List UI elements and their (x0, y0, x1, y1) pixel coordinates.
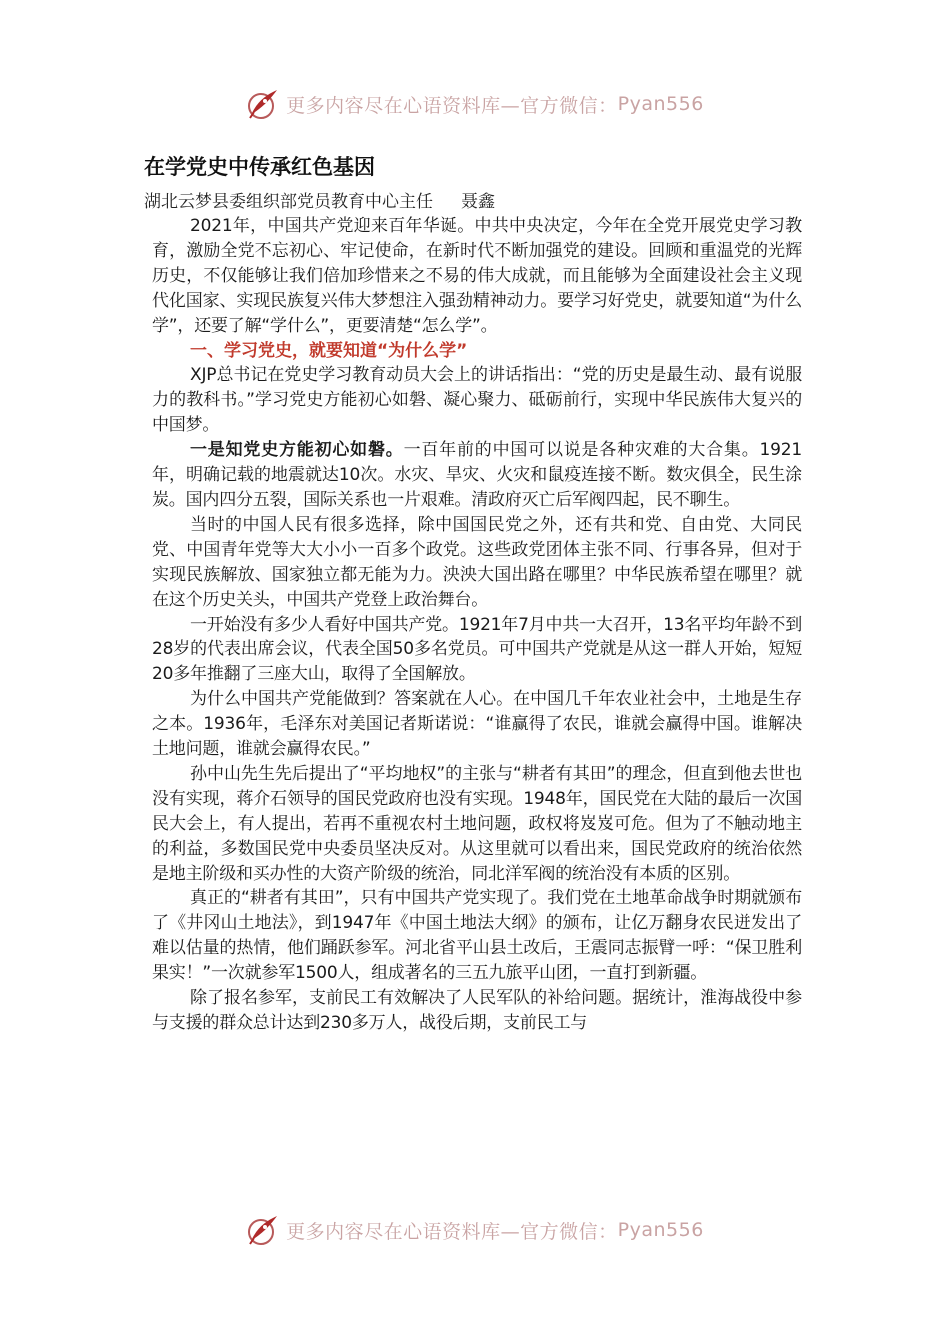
banner-wechat-id: Pyan556 (617, 1219, 704, 1241)
paragraph-text: 除了报名参军，支前民工有效解决了人民军队的补给问题。据统计，淮海战役中参与支援的群众总计达到230多万人，战役后期，支前民工与 (152, 988, 802, 1033)
paragraph-text: 为什么中国共产党能做到？答案就在人心。在中国几千年农业社会中，土地是生存之本。1936年，毛泽东对美国记者斯诺说：“谁赢得了农民，谁就会赢得中国。谁解决土地问题，谁就会赢得农民。” (152, 689, 802, 760)
quill-logo-icon (246, 1213, 280, 1247)
paragraph (152, 762, 802, 887)
section-heading (152, 339, 802, 364)
paragraph-text: 一百年前的中国可以说是各种灾难的大合集。1921年，明确记载的地震就达10次。水灾、旱灾、火灾和鼠疫连接不断。数灾俱全，民生涂炭。国内四分五裂，国际关系也一片艰难。清政府灭亡后军阀四起，民不聊生。 (152, 440, 802, 510)
paragraph-text: XJP总书记在党史学习教育动员大会上的讲话指出：“党的历史是最生动、最有说服力的教科书。”学习党史方能初心如磐、凝心聚力、砥砺前行，实现中华民族伟大复兴的中国梦。 (152, 365, 802, 436)
banner-text: 更多内容尽在心语资料库—官方微信： (286, 94, 618, 117)
paragraph-text: 一、学习党史，就要知道“为什么学” (190, 340, 468, 361)
paragraph (152, 613, 802, 688)
paragraph (152, 438, 802, 513)
banner-wechat-id: Pyan556 (617, 93, 704, 115)
paragraph-text: 孙中山先生先后提出了“平均地权”的主张与“耕者有其田”的理念，但直到他去世也没有实现，蒋介石领导的国民党政府也没有实现。1948年，国民党在大陆的最后一次国民大会上，有人提出，若再不重视农村土地问题，政权将岌岌可危。但为了不触动地主的利益，多数国民党中央委员坚决反对。从这里就可以看出来，国民党政府的统治依然是地主阶级和买办性的大资产阶级的统治，同北洋军阀的统治没有本质的区别。 (152, 763, 802, 884)
paragraph-text: 当时的中国人民有很多选择，除中国国民党之外，还有共和党、自由党、大同民党、中国青年党等大大小小一百多个政党。这些政党团体主张不同、行事各异，但对于实现民族解放、国家独立都无能为力。泱泱大国出路在哪里？中华民族希望在哪里？就在这个历史关头，中国共产党登上政治舞台。 (152, 514, 802, 610)
article-body (152, 214, 802, 1036)
paragraph (152, 986, 802, 1036)
banner-text: 更多内容尽在心语资料库—官方微信： (286, 1220, 618, 1243)
article (144, 150, 802, 1036)
paragraph (152, 363, 802, 438)
paragraph-lead: 一是知党史方能初心如磐。 (190, 440, 404, 461)
article-title: 在学党史中传承红色基因 (144, 155, 375, 179)
header-banner (0, 84, 950, 124)
paragraph-text: 真正的“耕者有其田”，只有中国共产党实现了。我们党在土地革命战争时期就颁布了《井冈山土地法》，到1947年《中国土地法大纲》的颁布，让亿万翻身农民迸发出了难以估量的热情，他们踊跃参军。河北省平山县土改后，王震同志振臂一呼：“保卫胜利果实！”一次就参军1500人，组成著名的三五九旅平山团，一直打到新疆。 (152, 888, 802, 984)
author-name: 聂鑫 (461, 192, 495, 212)
author-org: 湖北云梦县委组织部党员教育中心主任 (144, 192, 433, 212)
author-line (144, 190, 802, 214)
footer-banner (0, 1210, 950, 1250)
paragraph-text: 2021年，中国共产党迎来百年华诞。中共中央决定，今年在全党开展党史学习教育，激励全党不忘初心、牢记使命，在新时代不断加强党的建设。回顾和重温党的光辉历史，不仅能够让我们倍加珍惜来之不易的伟大成就，而且能够为全面建设社会主义现代化国家、实现民族复兴伟大梦想注入强劲精神动力。要学习好党史，就要知道“为什么学”，还要了解“学什么”，更要清楚“怎么学”。 (152, 216, 802, 336)
paragraph (152, 687, 802, 762)
paragraph (152, 886, 802, 986)
paragraph (152, 513, 802, 613)
paragraph-text: 一开始没有多少人看好中国共产党。1921年7月中共一大召开，13名平均年龄不到28岁的代表出席会议，代表全国50多名党员。可中国共产党就是从这一群人开始，短短20多年推翻了三座大山，取得了全国解放。 (152, 614, 802, 685)
quill-logo-icon (246, 87, 280, 121)
paragraph (152, 214, 802, 339)
